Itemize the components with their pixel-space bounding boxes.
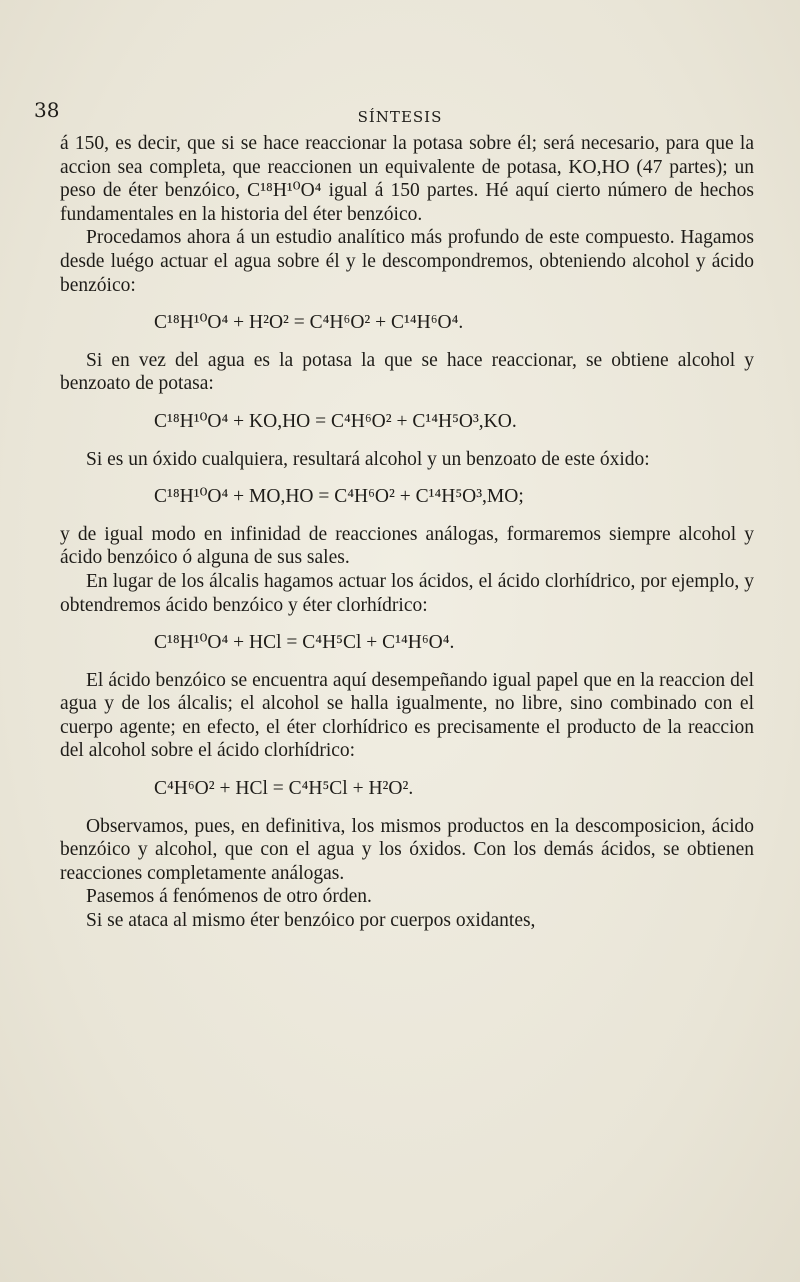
page-number: 38 bbox=[34, 98, 60, 122]
paragraph: Pasemos á fenómenos de otro órden. bbox=[86, 886, 372, 908]
paragraph: Si es un óxido cualquiera, resultará alcohol y un benzoato de este óxido: bbox=[86, 448, 650, 470]
chemical-equation: C⁴H⁶O² + HCl = C⁴H⁵Cl + H²O². bbox=[154, 778, 414, 800]
running-head: SÍNTESIS bbox=[357, 108, 443, 126]
chemical-equation: C¹⁸H¹⁰O⁴ + MO,HO = C⁴H⁶O² + C¹⁴H⁵O³,MO; bbox=[154, 486, 524, 508]
paragraph: y de igual modo en infinidad de reacciones análogas, formaremos siempre alcohol y ácido benzóico ó alguna de sus sales. bbox=[60, 523, 754, 569]
paragraph: Procedamos ahora á un estudio analítico más profundo de este compuesto. Hagamos desde luégo actuar el agua sobre él y le descompondremos, obteniendo alcohol y ácido benzóico: bbox=[60, 227, 754, 296]
chemical-equation: C¹⁸H¹⁰O⁴ + KO,HO = C⁴H⁶O² + C¹⁴H⁵O³,KO. bbox=[154, 410, 517, 432]
paragraph: Si se ataca al mismo éter benzóico por cuerpos oxidantes, bbox=[86, 910, 536, 932]
page-body bbox=[60, 132, 754, 933]
paragraph: á 150, es decir, que si se hace reaccionar la potasa sobre él; será necesario, para que la accion sea completa, que reaccionen un equivalente de potasa, KO,HO (47 partes); un peso de éter benzóico, C¹⁸H¹⁰O⁴ igual á 150 partes. Hé aquí cierto número de hechos fundamentales en la historia del éter benzóico. bbox=[60, 133, 754, 225]
paragraph: Observamos, pues, en definitiva, los mismos productos en la descomposicion, ácido benzóico y alcohol, que con el agua y los óxidos. Con los demás ácidos, se obtienen reacciones completamente análogas. bbox=[60, 815, 754, 884]
paragraph: En lugar de los álcalis hagamos actuar los ácidos, el ácido clorhídrico, por ejemplo, y obtendremos ácido benzóico y éter clorhídrico: bbox=[60, 570, 754, 616]
chemical-equation: C¹⁸H¹⁰O⁴ + H²O² = C⁴H⁶O² + C¹⁴H⁶O⁴. bbox=[154, 312, 464, 334]
paragraph: El ácido benzóico se encuentra aquí desempeñando igual papel que en la reaccion del agua y de los álcalis; el alcohol se halla igualmente, no libre, sino combinado con el cuerpo agente; en efecto, el éter clorhídrico es precisamente el producto de la reaccion del alcohol sobre el ácido clorhídrico: bbox=[60, 669, 754, 762]
chemical-equation: C¹⁸H¹⁰O⁴ + HCl = C⁴H⁵Cl + C¹⁴H⁶O⁴. bbox=[154, 632, 455, 654]
paragraph: Si en vez del agua es la potasa la que se hace reaccionar, se obtiene alcohol y benzoato de potasa: bbox=[60, 349, 754, 395]
